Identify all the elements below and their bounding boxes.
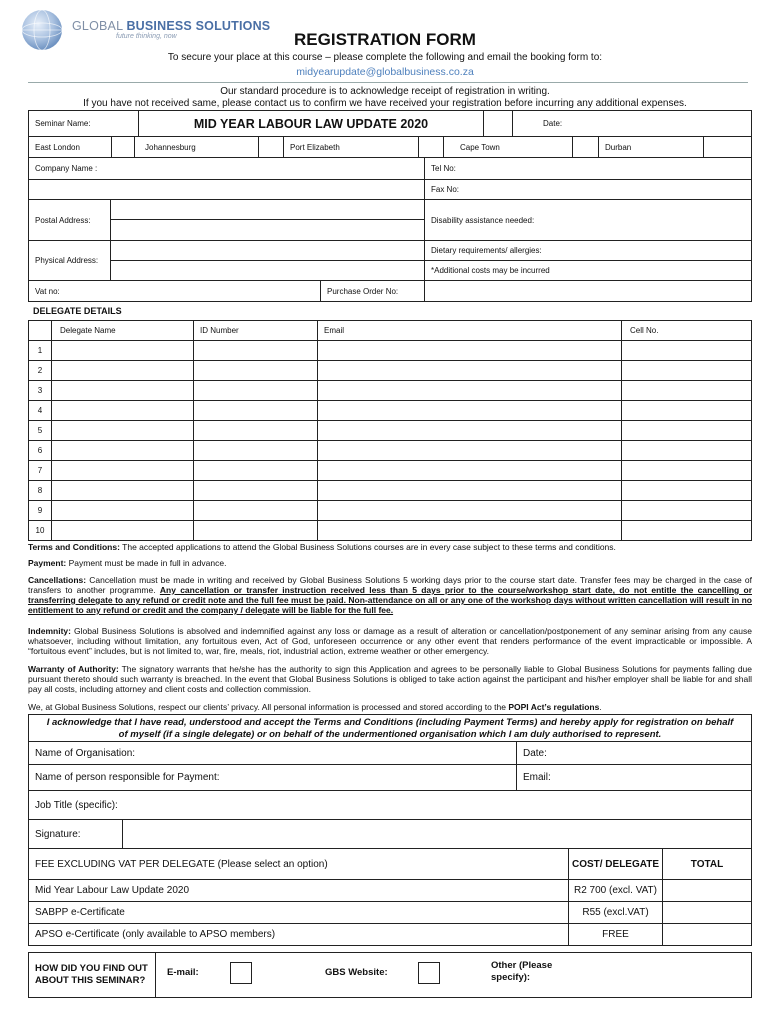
delegate-row-number: 7 bbox=[28, 460, 52, 481]
venue-durban-checkbox[interactable] bbox=[703, 136, 752, 158]
delegate-id-input[interactable] bbox=[193, 400, 318, 421]
standard-line-1: Our standard procedure is to acknowledge receipt of registration in writing. bbox=[220, 86, 550, 97]
booking-email-link[interactable]: midyearupdate@globalbusiness.co.za bbox=[296, 66, 474, 78]
seminar-blank[interactable] bbox=[483, 110, 513, 137]
source-email-label: E-mail: bbox=[167, 967, 199, 978]
signature-label: Signature: bbox=[28, 819, 123, 849]
disability-field[interactable]: Disability assistance needed: bbox=[424, 199, 752, 241]
fee-item-total[interactable] bbox=[662, 923, 752, 946]
delegate-name-input[interactable] bbox=[51, 500, 194, 521]
signature-field[interactable] bbox=[122, 819, 752, 849]
cost-header: COST/ DELEGATE bbox=[568, 848, 663, 880]
delegate-col-email: Email bbox=[317, 320, 622, 341]
cancellation-terms bbox=[28, 575, 752, 615]
page-title: REGISTRATION FORM bbox=[294, 30, 476, 49]
delegate-id-input[interactable] bbox=[193, 380, 318, 401]
delegate-id-input[interactable] bbox=[193, 340, 318, 361]
company-name-cont[interactable] bbox=[28, 179, 425, 200]
fee-item-total[interactable] bbox=[662, 879, 752, 902]
delegate-name-input[interactable] bbox=[51, 520, 194, 541]
indemnity-text: Global Business Solutions is absolved and indemnified against any loss or damage as a result of alteration or cancellation/postponement of any seminar arising from any cause whatsoever, including without limitation, any fortuitous even, Act of God, unforeseen occurrence or any other event that renders performance of the event impracticable or impossible. A “fortuitous event” includes, but is not limited to, war, fire, meals, riot, industrial action, extreme weather or other emergency. bbox=[28, 626, 752, 656]
payment-terms bbox=[28, 558, 752, 568]
fee-item-name: APSO e-Certificate (only available to APSO members) bbox=[28, 923, 569, 946]
delegate-id-input[interactable] bbox=[193, 360, 318, 381]
fee-item-cost: FREE bbox=[568, 923, 663, 946]
delegate-name-input[interactable] bbox=[51, 460, 194, 481]
fee-item-cost: R2 700 (excl. VAT) bbox=[568, 879, 663, 902]
delegate-name-input[interactable] bbox=[51, 400, 194, 421]
seminar-name-value: MID YEAR LABOUR LAW UPDATE 2020 bbox=[138, 110, 484, 137]
fee-item-name: SABPP e-Certificate bbox=[28, 901, 569, 924]
tc-label: Terms and Conditions: bbox=[28, 542, 120, 552]
venue-johannesburg: Johannesburg bbox=[134, 136, 259, 158]
standard-procedure-text bbox=[0, 86, 770, 110]
fee-item-total[interactable] bbox=[662, 901, 752, 924]
tel-field[interactable]: Tel No: bbox=[424, 157, 752, 180]
payment-text: Payment must be made in full in advance. bbox=[66, 558, 227, 568]
delegate-cell-input[interactable] bbox=[621, 360, 752, 381]
header-divider bbox=[28, 82, 748, 83]
delegate-row-number: 3 bbox=[28, 380, 52, 401]
po-field[interactable] bbox=[424, 280, 752, 302]
delegate-email-input[interactable] bbox=[317, 520, 622, 541]
indemnity-label: Indemnity: bbox=[28, 626, 71, 636]
delegate-name-input[interactable] bbox=[51, 380, 194, 401]
venue-durban: Durban bbox=[598, 136, 704, 158]
organisation-name-field[interactable]: Name of Organisation: bbox=[28, 741, 517, 765]
seminar-name-label: Seminar Name: bbox=[28, 110, 139, 137]
delegate-row-number: 4 bbox=[28, 400, 52, 421]
venue-port-elizabeth: Port Elizabeth bbox=[283, 136, 419, 158]
warranty-label: Warranty of Authority: bbox=[28, 664, 119, 674]
fee-item-name: Mid Year Labour Law Update 2020 bbox=[28, 879, 569, 902]
fee-item-cost: R55 (excl.VAT) bbox=[568, 901, 663, 924]
payer-name-field[interactable]: Name of person responsible for Payment: bbox=[28, 764, 517, 791]
venue-cape-town: Cape Town bbox=[443, 136, 573, 158]
terms-conditions bbox=[28, 542, 752, 552]
delegate-row-number: 5 bbox=[28, 420, 52, 441]
delegate-email-input[interactable] bbox=[317, 400, 622, 421]
delegate-row-number: 1 bbox=[28, 340, 52, 361]
seminar-date-field[interactable]: Date: bbox=[512, 110, 752, 137]
dietary-field[interactable]: Dietary requirements/ allergies: bbox=[424, 240, 752, 261]
privacy-notice bbox=[28, 702, 752, 712]
delegate-cell-input[interactable] bbox=[621, 520, 752, 541]
physical-address-line-2[interactable] bbox=[110, 260, 425, 281]
total-header: TOTAL bbox=[662, 848, 752, 880]
delegate-id-input[interactable] bbox=[193, 520, 318, 541]
signoff-email-field[interactable]: Email: bbox=[516, 764, 752, 791]
delegate-cell-input[interactable] bbox=[621, 400, 752, 421]
privacy-end: . bbox=[599, 702, 602, 712]
delegate-cell-input[interactable] bbox=[621, 480, 752, 501]
physical-address-label: Physical Address: bbox=[28, 240, 111, 281]
delegate-cell-input[interactable] bbox=[621, 440, 752, 461]
ack-line-1: I acknowledge that I have read, understood and accept the Terms and Conditions (including Payment Terms) and hereby apply for registration on behalf bbox=[46, 717, 734, 728]
source-other-label: Other (Please specify): bbox=[491, 960, 553, 983]
payment-label: Payment: bbox=[28, 558, 67, 568]
additional-costs-note: *Additional costs may be incurred bbox=[424, 260, 752, 281]
venue-johannesburg-checkbox[interactable] bbox=[258, 136, 284, 158]
delegate-row-number: 9 bbox=[28, 500, 52, 521]
delegate-row-number: 10 bbox=[28, 520, 52, 541]
venue-cape-town-checkbox[interactable] bbox=[572, 136, 599, 158]
delegate-id-input[interactable] bbox=[193, 500, 318, 521]
instruction-text: To secure your place at this course – please complete the following and email the booking form to: bbox=[167, 52, 603, 63]
delegate-email-input[interactable] bbox=[317, 460, 622, 481]
delegate-cell-input[interactable] bbox=[621, 460, 752, 481]
delegate-email-input[interactable] bbox=[317, 500, 622, 521]
delegate-row-number: 6 bbox=[28, 440, 52, 461]
standard-line-2: If you have not received same, please contact us to confirm we have received your registration before incurring any additional expenses. bbox=[83, 98, 687, 109]
delegate-row-number: 8 bbox=[28, 480, 52, 501]
cancel-text-2: Any cancellation or transfer instruction received less than 5 days prior to the course/workshop start date, do not entitle the cancelling or transferring delegate to any refund or credit note and the full fee must be paid. Non-attendance on all or any one of the workshop days without written cancellation will result in no entitlement to any refund or credit and the company / delegate will be liable for the full fee. bbox=[28, 585, 752, 615]
company-tagline: future thinking, now bbox=[116, 33, 177, 40]
source-question: HOW DID YOU FIND OUT ABOUT THIS SEMINAR? bbox=[28, 952, 156, 998]
vat-field[interactable]: Vat no: bbox=[28, 280, 321, 302]
source-email-checkbox[interactable] bbox=[230, 962, 252, 984]
delegate-row-number: 2 bbox=[28, 360, 52, 381]
delegate-email-input[interactable] bbox=[317, 340, 622, 361]
po-label: Purchase Order No: bbox=[320, 280, 425, 302]
postal-address-line-2[interactable] bbox=[110, 219, 425, 241]
popi-link: POPI Act’s regulations bbox=[508, 702, 600, 712]
acknowledgement-box bbox=[28, 714, 752, 742]
venue-east-london-checkbox[interactable] bbox=[111, 136, 135, 158]
delegate-col-id: ID Number bbox=[193, 320, 318, 341]
delegate-cell-input[interactable] bbox=[621, 500, 752, 521]
fee-header: FEE EXCLUDING VAT PER DELEGATE (Please select an option) bbox=[28, 848, 569, 880]
delegate-cell-input[interactable] bbox=[621, 340, 752, 361]
delegate-name-input[interactable] bbox=[51, 340, 194, 361]
delegate-name-input[interactable] bbox=[51, 440, 194, 461]
delegate-col-num bbox=[28, 320, 52, 341]
delegate-email-input[interactable] bbox=[317, 480, 622, 501]
venue-east-london: East London bbox=[28, 136, 112, 158]
postal-address-line-1[interactable] bbox=[110, 199, 425, 220]
source-website-label: GBS Website: bbox=[325, 967, 388, 978]
delegate-col-cell: Cell No. bbox=[621, 320, 752, 341]
delegate-name-input[interactable] bbox=[51, 480, 194, 501]
source-website-checkbox[interactable] bbox=[418, 962, 440, 984]
tc-text: The accepted applications to attend the Global Business Solutions courses are in every case subject to these terms and conditions. bbox=[119, 542, 616, 552]
delegate-name-input[interactable] bbox=[51, 360, 194, 381]
delegate-email-input[interactable] bbox=[317, 440, 622, 461]
delegate-id-input[interactable] bbox=[193, 420, 318, 441]
cancel-label: Cancellations: bbox=[28, 575, 87, 585]
delegate-name-input[interactable] bbox=[51, 420, 194, 441]
ack-line-2: of myself (if a single delegate) or on behalf of the undermentioned organisation which I am duly authorised to represent. bbox=[118, 729, 662, 740]
company-name-field[interactable]: Company Name : bbox=[28, 157, 425, 180]
physical-address-line-1[interactable] bbox=[110, 240, 425, 261]
delegate-id-input[interactable] bbox=[193, 440, 318, 461]
delegate-id-input[interactable] bbox=[193, 480, 318, 501]
warranty-terms bbox=[28, 664, 752, 694]
signoff-date-field[interactable]: Date: bbox=[516, 741, 752, 765]
delegate-email-input[interactable] bbox=[317, 420, 622, 441]
fax-field[interactable]: Fax No: bbox=[424, 179, 752, 200]
job-title-field[interactable]: Job Title (specific): bbox=[28, 790, 752, 820]
delegate-cell-input[interactable] bbox=[621, 380, 752, 401]
venue-port-elizabeth-checkbox[interactable] bbox=[418, 136, 444, 158]
delegate-id-input[interactable] bbox=[193, 460, 318, 481]
indemnity-terms bbox=[28, 626, 752, 656]
postal-address-label: Postal Address: bbox=[28, 199, 111, 241]
company-name: GLOBAL BUSINESS SOLUTIONS bbox=[72, 19, 271, 33]
delegate-email-input[interactable] bbox=[317, 380, 622, 401]
cancel-text-1: Cancellation must be made in writing and received by Global Business Solutions 5 working days prior to the course start date. Transfer fees may be charged in the case of transfers to another programme. bbox=[28, 575, 752, 595]
delegate-email-input[interactable] bbox=[317, 360, 622, 381]
delegate-details-heading: DELEGATE DETAILS bbox=[33, 306, 122, 316]
delegate-col-name: Delegate Name bbox=[51, 320, 194, 341]
warranty-text: The signatory warrants that he/she has the authority to sign this Application and agrees to be personally liable to Global Business Solutions for payments falling due pursuant thereto should such warranty is breached. In the event that Global Business Solutions is obliged to take action against the participant and his/her employer shall be liable for and shall pay all costs, including attorney and client costs and collection commission. bbox=[28, 664, 752, 694]
privacy-text: We, at Global Business Solutions, respect our clients’ privacy. All personal information is processed and stored according to the bbox=[28, 702, 509, 712]
delegate-cell-input[interactable] bbox=[621, 420, 752, 441]
